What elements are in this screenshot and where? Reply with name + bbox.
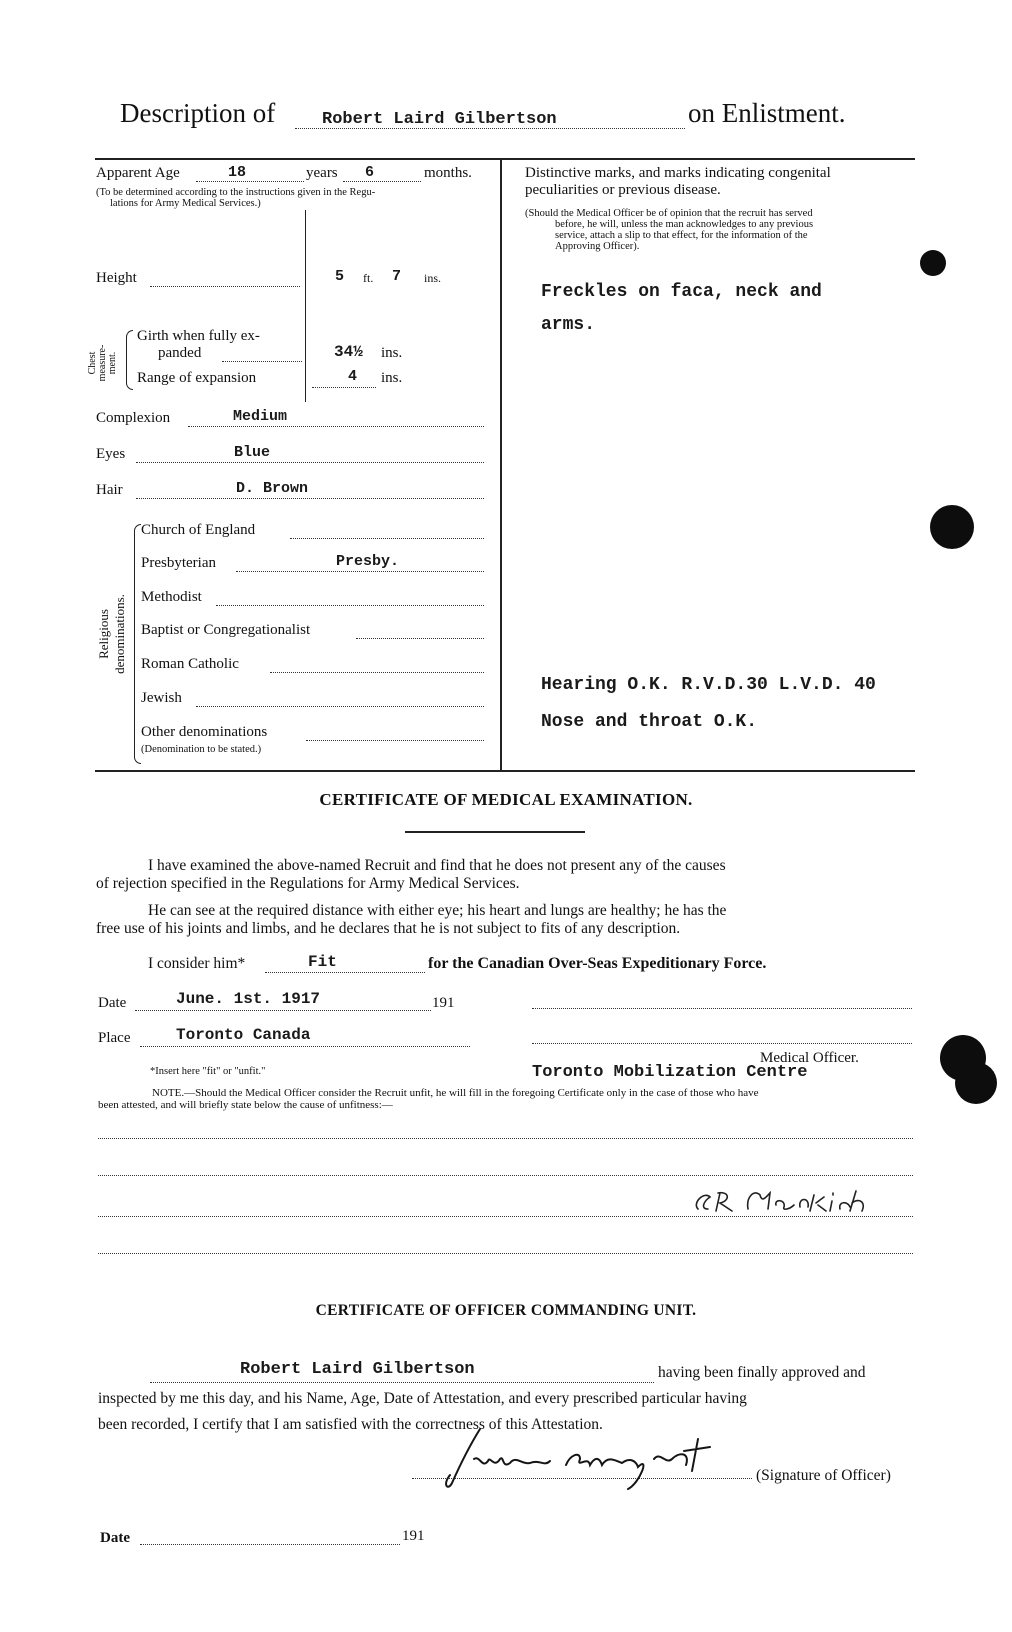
height-ft-value: 5 [335, 268, 345, 285]
range-label: Range of expansion [137, 370, 257, 386]
age-note-line2: lations for Army Medical Services.) [110, 198, 261, 209]
commanding-recruit-name: Robert Laird Gilbertson [240, 1360, 475, 1379]
unfitness-line [98, 1138, 913, 1139]
commanding-date-label: Date [100, 1530, 130, 1546]
medical-note-line1: NOTE.—Should the Medical Officer consider the Recruit unfit, he will fill in the foregoing Certificate only in the case of those who have [152, 1087, 759, 1099]
religion-brace [134, 524, 141, 764]
medical-officer-label: Medical Officer. [760, 1050, 859, 1066]
denomination-line [216, 605, 484, 606]
date-line [135, 1010, 431, 1011]
chest-label-2: measure- [97, 344, 108, 382]
nose-throat-value: Nose and throat O.K. [541, 712, 758, 732]
date-value: June. 1st. 1917 [176, 990, 321, 1008]
table-bottom-rule [95, 770, 915, 772]
insert-note: *Insert here "fit" or "unfit." [150, 1066, 266, 1077]
unfitness-line [98, 1175, 913, 1176]
religion-rotated-label [96, 574, 128, 694]
signature-of-officer-label: (Signature of Officer) [756, 1467, 891, 1484]
mobilization-centre: Toronto Mobilization Centre [532, 1063, 808, 1082]
medical-para1-line1: I have examined the above-named Recruit and find that he does not present any of the causes [148, 857, 726, 874]
girth-line [222, 361, 302, 362]
denomination-line [290, 538, 484, 539]
marks-heading-1: Distinctive marks, and marks indicating congenital [525, 165, 831, 181]
officer-line-2 [532, 1043, 912, 1044]
medical-para2-line1: He can see at the required distance with either eye; his heart and lungs are healthy; he has the [148, 902, 727, 919]
denomination-line [356, 638, 484, 639]
eyes-label: Eyes [96, 446, 126, 462]
years-label: years [306, 165, 338, 181]
denomination-note: (Denomination to be stated.) [141, 744, 262, 755]
chest-rotated-label [88, 338, 118, 388]
height-line [150, 286, 300, 287]
months-label: months. [424, 165, 472, 181]
girth-label-1: Girth when fully ex- [137, 328, 260, 344]
height-label: Height [96, 270, 137, 286]
denomination-line [306, 740, 484, 741]
hair-line [136, 498, 484, 499]
fit-line [265, 972, 425, 973]
range-value: 4 [348, 368, 358, 385]
medical-note-line2: been attested, and will briefly state below the cause of unfitness:— [98, 1099, 393, 1111]
chest-label-1: Chest [87, 351, 98, 375]
denomination-label: Jewish [141, 690, 182, 706]
denomination-label: Presbyterian [141, 555, 216, 571]
marks-note-4: Approving Officer). [555, 241, 640, 252]
marks-value-1: Freckles on faca, neck and [541, 282, 822, 302]
place-line [140, 1046, 470, 1047]
medical-para1-line2: of rejection specified in the Regulations for Army Medical Services. [96, 875, 520, 892]
apparent-age-label: Apparent Age [96, 165, 180, 181]
denomination-label: Other denominations [141, 724, 268, 740]
marks-note-1: (Should the Medical Officer be of opinion that the recruit has served [525, 208, 813, 219]
marks-heading-2: peculiarities or previous disease. [525, 182, 721, 198]
place-value: Toronto Canada [176, 1026, 311, 1044]
commanding-officer-signature [440, 1425, 740, 1495]
date-year-prefix: 191 [432, 995, 455, 1011]
range-unit: ins. [381, 370, 403, 386]
age-months-line [343, 181, 421, 182]
commanding-line1-suffix: having been finally approved and [658, 1364, 866, 1381]
recruit-name: Robert Laird Gilbertson [322, 110, 557, 129]
medical-title: CERTIFICATE OF MEDICAL EXAMINATION. [319, 790, 693, 809]
ins-label: ins. [424, 271, 442, 285]
header-suffix: on Enlistment. [688, 98, 846, 128]
consider-suffix: for the Canadian Over-Seas Expeditionary Force. [428, 955, 767, 972]
punch-hole [920, 250, 946, 276]
measurements-divider [305, 210, 306, 402]
denomination-label: Methodist [141, 589, 202, 605]
girth-value: 34½ [334, 343, 363, 361]
commanding-date-line [140, 1544, 400, 1545]
complexion-line [188, 426, 484, 427]
range-line [312, 387, 376, 388]
medical-title-rule [405, 831, 585, 833]
denomination-label: Roman Catholic [141, 656, 239, 672]
eyes-value: Blue [234, 444, 271, 461]
age-note-line1: (To be determined according to the instructions given in the Regu- [96, 187, 376, 198]
age-years-value: 18 [228, 164, 247, 181]
chest-label-3: ment. [107, 351, 118, 375]
denomination-label: Baptist or Congregationalist [141, 622, 311, 638]
commanding-line2: inspected by me this day, and his Name, Age, Date of Attestation, and every prescribed particular having [98, 1390, 747, 1407]
date-label: Date [98, 995, 127, 1011]
denomination-line [270, 672, 484, 673]
denomination-value-presbyterian: Presby. [336, 553, 400, 570]
chest-brace [126, 330, 133, 390]
religion-label-2: denominations. [112, 594, 127, 674]
fit-value: Fit [308, 953, 337, 971]
ft-label: ft. [363, 271, 374, 285]
age-months-value: 6 [365, 164, 375, 181]
height-in-value: 7 [392, 268, 402, 285]
complexion-value: Medium [233, 408, 288, 425]
name-dotted-line [295, 128, 685, 129]
column-divider [500, 160, 502, 770]
denomination-line [236, 571, 484, 572]
unfitness-line [98, 1253, 913, 1254]
commanding-date-year-prefix: 191 [402, 1528, 425, 1544]
marks-note-2: before, he will, unless the man acknowledges to any previous [555, 219, 814, 230]
commanding-title: CERTIFICATE OF OFFICER COMMANDING UNIT. [315, 1302, 697, 1319]
marks-note-3: service, attach a slip to that effect, for the information of the [555, 230, 808, 241]
punch-hole [930, 505, 974, 549]
denomination-label: Church of England [141, 522, 256, 538]
complexion-label: Complexion [96, 410, 171, 426]
officer-line-1 [532, 1008, 912, 1009]
place-label: Place [98, 1030, 131, 1046]
marks-value-2: arms. [541, 315, 596, 335]
hair-value: D. Brown [236, 480, 309, 497]
girth-label-2: panded [158, 345, 202, 361]
medical-para2-line2: free use of his joints and limbs, and he declares that he is not subject to fits of any description. [96, 920, 681, 937]
header-prefix: Description of [120, 98, 276, 128]
religion-label-1: Religious [96, 609, 111, 659]
commanding-name-line [150, 1382, 654, 1383]
age-years-line [196, 181, 304, 182]
girth-unit: ins. [381, 345, 403, 361]
hair-label: Hair [96, 482, 123, 498]
medical-officer-signature [690, 1183, 890, 1219]
hearing-value: Hearing O.K. R.V.D.30 L.V.D. 40 [541, 675, 876, 695]
eyes-line [136, 462, 484, 463]
consider-label: I consider him* [148, 955, 246, 972]
commanding-line3: been recorded, I certify that I am satisfied with the correctness of this Attestation. [98, 1416, 603, 1433]
top-rule [95, 158, 915, 160]
punch-hole [955, 1062, 997, 1104]
denomination-line [196, 706, 484, 707]
